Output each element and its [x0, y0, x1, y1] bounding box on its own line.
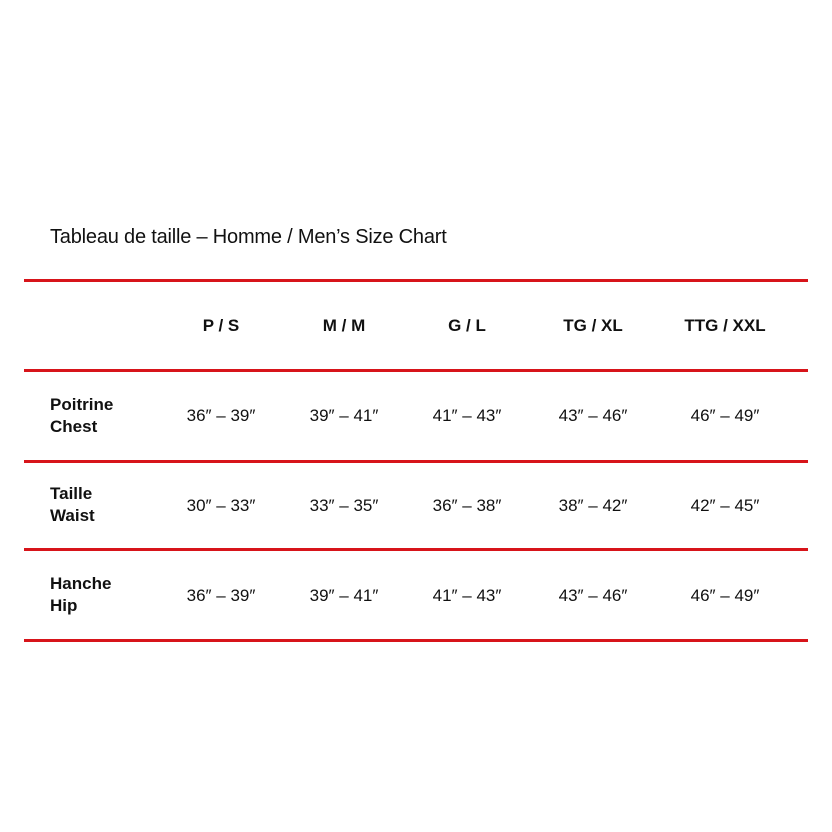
table-cell: 41″ – 43″ — [432, 406, 502, 425]
table-cell: 39″ – 41″ — [309, 586, 379, 605]
table-cell: 36″ – 39″ — [186, 406, 256, 425]
table-rule — [24, 369, 808, 372]
table-cell: 38″ – 42″ — [558, 496, 628, 515]
table-cell: 30″ – 33″ — [186, 496, 256, 515]
table-cell: 42″ – 45″ — [690, 496, 760, 515]
table-rule-top — [24, 279, 808, 282]
row-label-en: Chest — [50, 417, 98, 436]
table-cell: 41″ – 43″ — [432, 586, 502, 605]
row-label-fr: Poitrine — [50, 395, 114, 414]
row-label — [50, 394, 113, 438]
row-label-en: Waist — [50, 506, 95, 525]
table-cell: 36″ – 39″ — [186, 586, 256, 605]
table-cell: 43″ – 46″ — [558, 586, 628, 605]
column-header: G / L — [448, 316, 486, 335]
table-cell: 43″ – 46″ — [558, 406, 628, 425]
row-label-fr: Taille — [50, 484, 93, 503]
table-cell: 46″ – 49″ — [690, 586, 760, 605]
table-rule-bottom — [24, 639, 808, 642]
column-header: P / S — [202, 316, 240, 335]
table-cell: 36″ – 38″ — [432, 496, 502, 515]
size-chart-title: Tableau de taille – Homme / Men’s Size Chart — [50, 226, 447, 248]
row-label — [50, 483, 95, 527]
row-label-en: Hip — [50, 596, 78, 615]
table-rule — [24, 460, 808, 463]
table-cell: 33″ – 35″ — [309, 496, 379, 515]
row-label-fr: Hanche — [50, 574, 112, 593]
row-label — [50, 573, 111, 617]
table-cell: 39″ – 41″ — [309, 406, 379, 425]
table-cell: 46″ – 49″ — [690, 406, 760, 425]
column-header: TG / XL — [563, 316, 623, 335]
table-rule — [24, 548, 808, 551]
column-header: M / M — [322, 316, 366, 335]
column-header: TTG / XXL — [684, 316, 766, 335]
